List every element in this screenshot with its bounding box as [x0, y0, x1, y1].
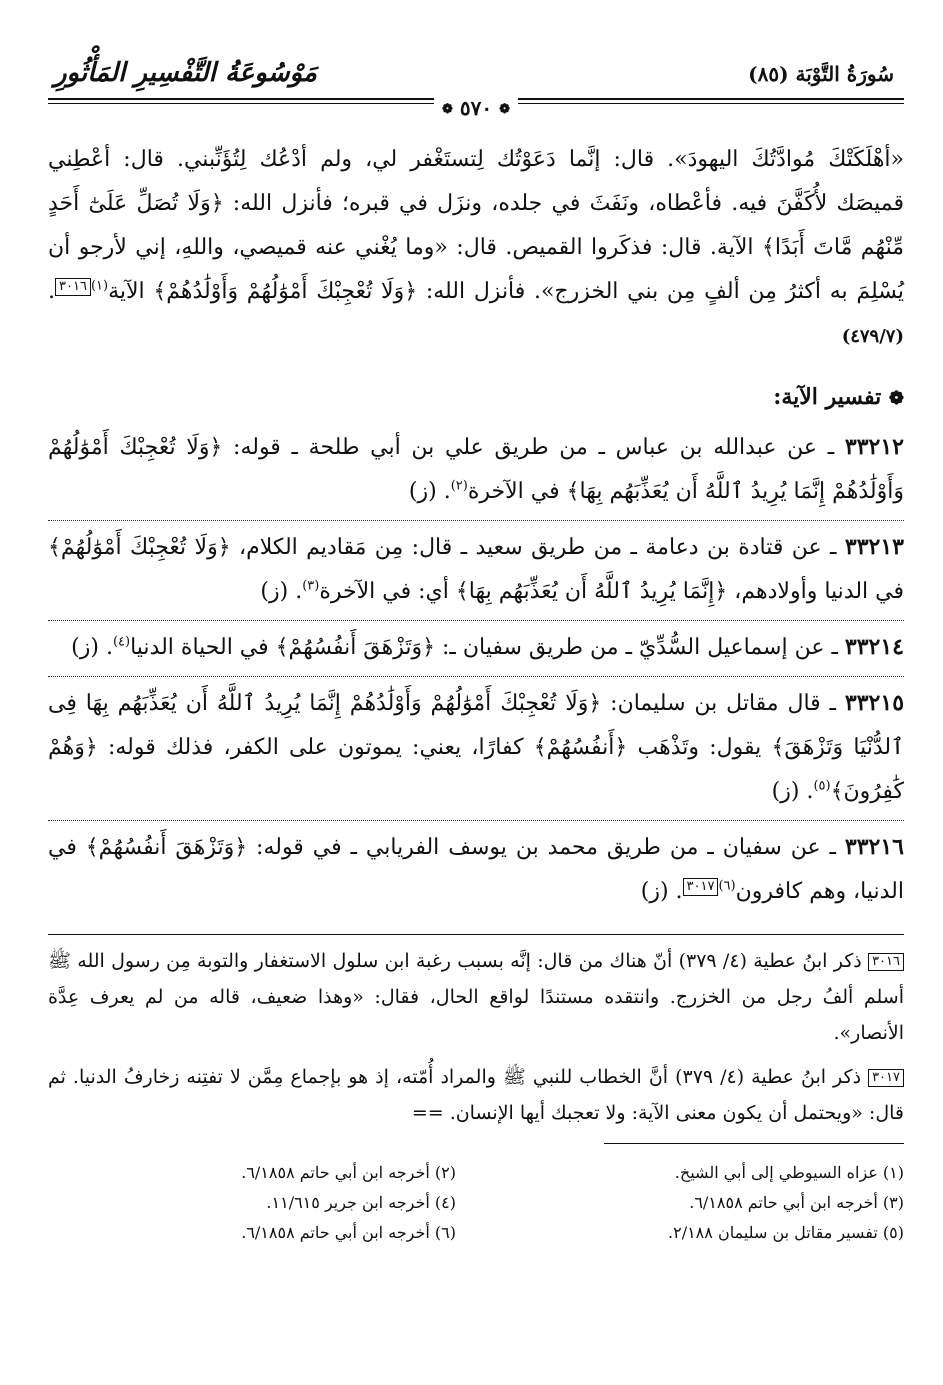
entry-text: ـ عن عبدالله بن عباس ـ من طريق علي بن أبي طلحة ـ قوله: ﴿وَلَا تُعْجِبْكَ أَمْوَٰلُهُمْ وَأَوْلَٰدُهُمْ إِنَّمَا يُرِيدُ ٱللَّهُ أَن يُعَذِّبَهُم بِهَا﴾ في الآخرة — [48, 435, 904, 504]
entry-number: ٣٣٢١٢ — [844, 434, 904, 460]
note-number-box: ٣٠١٧ — [868, 1069, 904, 1087]
narration-entry: ٣٣٢١٤ ـ عن إسماعيل السُّدِّيّ ـ من طريق سفيان ـ: ﴿وَتَزْهَقَ أَنفُسُهُمْ﴾ في الحياة الدنيا$^{(٤)}$. (ز) — [48, 621, 904, 677]
volume-ref: (٤٧٩/٧) — [841, 326, 904, 347]
narration-entry: ٣٣٢١٢ ـ عن عبدالله بن عباس ـ من طريق علي بن أبي طلحة ـ قوله: ﴿وَلَا تُعْجِبْكَ أَمْوَٰلُهُمْ وَأَوْلَٰدُهُمْ إِنَّمَا يُرِيدُ ٱللَّهُ أَن يُعَذِّبَهُم بِهَا﴾ في الآخرة$^{(٢)}$. (ز) — [48, 421, 904, 521]
narration-entry: ٣٣٢١٣ ـ عن قتادة بن دعامة ـ من طريق سعيد ـ قال: مِن مَقاديم الكلام، ﴿وَلَا تُعْجِبْكَ أَمْوَٰلُهُمْ﴾ في الدنيا وأولادهم، ﴿إِنَّمَا يُرِيدُ ٱللَّهُ أَن يُعَذِّبَهُم بِهَا﴾ أي: في الآخرة$^{(٣)}$. (ز) — [48, 521, 904, 621]
flower-icon: ❁ — [888, 388, 904, 409]
footnote-ref: (٤) — [112, 634, 131, 650]
footnote-ref: (٥) — [813, 778, 831, 794]
entry-number: ٣٣٢١٥ — [844, 690, 905, 716]
encyclopedia-title: مَوْسُوعَةُ التَّفْسِيرِ المَأْثُورِ — [54, 58, 317, 88]
entry-number: ٣٣٢١٤ — [844, 634, 904, 660]
entry-text: ـ عن إسماعيل السُّدِّيّ ـ من طريق سفيان ـ: ﴿وَتَزْهَقَ أَنفُسُهُمْ﴾ في الحياة الدنيا — [130, 635, 838, 660]
footnote-ref: (١) — [90, 278, 109, 294]
entry-number: ٣٣٢١٣ — [844, 534, 904, 560]
surah-title: سُورَةُ التَّوْبَة (٨٥) — [748, 62, 894, 86]
footnote: (٦) أخرجه ابن أبي حاتم ٦/١٨٥٨. — [241, 1223, 456, 1242]
intro-paragraph: «أهْلَكَتْكَ مُوادَّتُكَ اليهودَ». قال: إنَّما دَعَوْتُك لِتستَغْفر لي، ولم أدْعُك لِتُؤَنِّبني. قال: أعْطِني قميصَك لأُكَفَّنَ فيه. فأعْطاه، ونَفَثَ في جلده، ونزَل في قبره؛ فأنزل الله: ﴿وَلَا تُصَلِّ عَلَىٰٓ أَحَدٍ مِّنْهُم مَّاتَ أَبَدًا﴾ الآية. قال: فذكَروا القميص. قال: «وما يُغْني عنه قميصي، واللهِ، إني لأرجو أن يُسْلِمَ به أكثرُ مِن ألفٍ مِن بني الخزرج». فأنزل الله: ﴿وَلَا تُعْجِبْكَ أَمْوَٰلُهُمْ وَأَوْلَٰدُهُمْ﴾ الآية$^{(١)}$٣٠١٦. (٤٧٩/٧) — [48, 147, 904, 347]
footnote: (٢) أخرجه ابن أبي حاتم ٦/١٨٥٨. — [241, 1163, 456, 1182]
book-page — [48, 48, 904, 1248]
ornament-icon: ❁ — [499, 102, 510, 117]
page-header — [48, 48, 904, 120]
entry-text: ـ عن قتادة بن دعامة ـ من طريق سعيد ـ قال: مِن مَقاديم الكلام، ﴿وَلَا تُعْجِبْكَ أَمْوَٰلُهُمْ﴾ في الدنيا وأولادهم، ﴿إِنَّمَا يُرِيدُ ٱللَّهُ أَن يُعَذِّبَهُم بِهَا﴾ أي: في الآخرة — [48, 535, 904, 604]
note-ref-box: ٣٠١٦ — [55, 278, 91, 296]
note-number-box: ٣٠١٦ — [868, 953, 904, 971]
entry-text: ـ قال مقاتل بن سليمان: ﴿وَلَا تُعْجِبْكَ أَمْوَٰلُهُمْ وَأَوْلَٰدُهُمْ إِنَّمَا يُرِيدُ ٱللَّهُ أَن يُعَذِّبَهُم بِهَا فِى ٱلدُّنْيَا وَتَزْهَقَ﴾ يقول: وتَذْهَب ﴿أَنفُسُهُمْ﴾ كفارًا، يعني: يموتون على الكفر، فذلك قوله: ﴿وَهُمْ كَٰفِرُونَ﴾ — [48, 691, 904, 804]
footnote: (٣) أخرجه ابن أبي حاتم ٦/١٨٥٨. — [689, 1193, 904, 1212]
commentary-note: ٣٠١٦ ذكر ابنُ عطية (٤/ ٣٧٩) أنّ هناك من قال: إنَّه بسبب رغبة ابن سلول الاستغفار والتوبة مِن رسول الله ﷺ أسلم ألفُ رجل من الخزرج. وانتقده مستندًا لواقع الحال، فقال: «وهذا ضعيف، قاله من لم يعرف عِدَّة الأنصار». — [48, 950, 904, 1044]
footnote: (١) عزاه السيوطي إلى أبي الشيخ. — [674, 1163, 904, 1182]
narration-entry: ٣٣٢١٥ ـ قال مقاتل بن سليمان: ﴿وَلَا تُعْجِبْكَ أَمْوَٰلُهُمْ وَأَوْلَٰدُهُمْ إِنَّمَا يُرِيدُ ٱللَّهُ أَن يُعَذِّبَهُم بِهَا فِى ٱلدُّنْيَا وَتَزْهَقَ﴾ يقول: وتَذْهَب ﴿أَنفُسُهُمْ﴾ كفارًا، يعني: يموتون على الكفر، فذلك قوله: ﴿وَهُمْ كَٰفِرُونَ﴾$^{(٥)}$. (ز) — [48, 677, 904, 821]
section-heading: ❁ تفسير الآية: — [773, 384, 904, 410]
footnote-ref: (٣) — [302, 578, 320, 594]
commentary-note: ٣٠١٧ ذكر ابنُ عطية (٤/ ٣٧٩) أنَّ الخطاب للنبي ﷺ والمراد أُمّته، إذ هو بإجماع مِمَّن لا تفتِنه زخارفُ الدنيا. ثم قال: «ويحتمل أن يكون معنى الآية: ولا تعجبك أيها الإنسان. == — [48, 1066, 904, 1124]
footnote: (٤) أخرجه ابن جرير ١١/٦١٥. — [266, 1193, 456, 1212]
footnote-ref: (٦) — [718, 878, 736, 894]
narration-entry: ٣٣٢١٦ ـ عن سفيان ـ من طريق محمد بن يوسف الفريابي ـ في قوله: ﴿وَتَزْهَقَ أَنفُسُهُمْ﴾ في الدنيا، وهم كافرون$^{(٦)}$٣٠١٧. (ز) — [48, 834, 904, 904]
footnotes — [48, 1158, 904, 1248]
entry-text: ـ عن سفيان ـ من طريق محمد بن يوسف الفريابي ـ في قوله: ﴿وَتَزْهَقَ أَنفُسُهُمْ﴾ في الدنيا، وهم كافرون — [48, 835, 904, 904]
footnote-rule — [604, 1143, 904, 1144]
page-number: ❁ ٥٧٠ ❁ — [434, 96, 518, 120]
footnote: (٥) تفسير مقاتل بن سليمان ٢/١٨٨. — [668, 1223, 904, 1242]
commentary-notes — [48, 934, 904, 1131]
ornament-icon: ❁ — [442, 102, 453, 117]
entry-number: ٣٣٢١٦ — [844, 834, 904, 860]
page-body — [48, 138, 904, 920]
note-ref-box: ٣٠١٧ — [683, 878, 719, 896]
footnote-ref: (٢) — [450, 478, 468, 494]
